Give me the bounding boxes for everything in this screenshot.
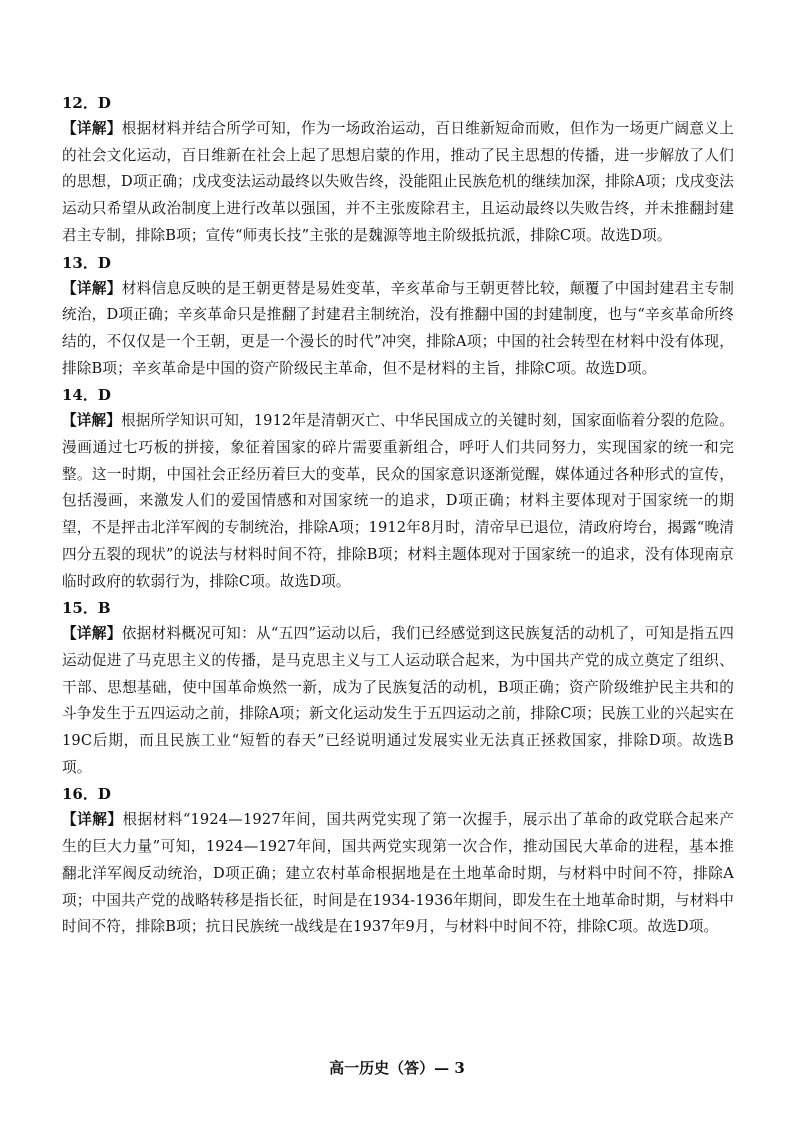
- question-explanation: [62, 807, 734, 941]
- question-number: 16．D: [62, 785, 111, 804]
- question-13: [62, 250, 734, 383]
- page-footer: 高一历史（答）— 3: [329, 1059, 465, 1077]
- question-explanation: [62, 276, 734, 383]
- explanation-tag: 【详解】: [62, 120, 122, 137]
- explanation-tag: 【详解】: [62, 811, 123, 829]
- question-16: [62, 781, 734, 941]
- question-explanation: [62, 621, 734, 781]
- explanation-text: 材料信息反映的是王朝更替是易姓变革，辛亥革命与王朝更替比较，颠覆了中国封建君主专制统治，D项正确；辛亥革命只是推翻了封建君主制统治，没有推翻中国的封建制度，也与“辛亥革命所终结的，不仅仅是一个王朝，更是一个漫长的时代”冲突，排除A项；中国的社会转型在材料中没有体现，排除B项；辛亥革命是中国的资产阶级民主革命，但不是材料的主旨，排除C项。故选D项。: [62, 279, 734, 377]
- explanation-text: 根据材料“1924—1927年间，国共两党实现了第一次握手，展示出了革命的政党联合起来产生的巨大力量”可知，1924—1927年间，国共两党实现第一次合作，推动国民大革命的进程，基本推翻北洋军阀反动统治，D项正确；建立农村革命根据地是在土地革命时期，与材料中时间不符，排除A项；中国共产党的战略转移是指长征，时间是在1934-1936年期间，即发生在土地革命时期，与材料中时间不符，排除B项；抗日民族统一战线是在1937年9月，与材料中时间不符，排除C项。故选D项。: [62, 811, 734, 936]
- explanation-tag: 【详解】: [62, 412, 121, 430]
- question-explanation: [62, 408, 734, 595]
- question-number: 12．D: [62, 94, 111, 112]
- question-number: 14．D: [62, 386, 111, 405]
- question-12: [62, 90, 734, 250]
- answer-page: [62, 90, 734, 941]
- explanation-text: 依据材料概况可知：从“五四”运动以后，我们已经感觉到这民族复活的动机了，可知是指五四运动促进了马克思主义的传播，是马克思主义与工人运动联合起来，为中国共产党的成立奠定了组织、干部、思想基础，使中国革命焕然一新，成为了民族复活的动机，B项正确；资产阶级维护民主共和的斗争发生于五四运动之前，排除A项；新文化运动发生于五四运动之前，排除C项；民族工业的兴起实在19C后期，而且民族工业“短暂的春天”已经说明通过发展实业无法真正拯救国家，排除D项。故选B项。: [62, 625, 734, 776]
- explanation-text: 根据所学知识可知，1912年是清朝灭亡、中华民国成立的关键时刻，国家面临着分裂的危险。漫画通过七巧板的拼接，象征着国家的碎片需要重新组合，呼吁人们共同努力，实现国家的统一和完整。这一时期，中国社会正经历着巨大的变革，民众的国家意识逐渐觉醒，媒体通过各种形式的宣传，包括漫画，来激发人们的爱国情感和对国家统一的追求，D项正确；材料主要体现对于国家统一的期望，不是抨击北洋军阀的专制统治，排除A项；1912年8月时，清帝早已退位，清政府垮台，揭露“晚清四分五裂的现状”的说法与材料时间不符，排除B项；材料主题体现对于国家统一的追求，没有体现南京临时政府的软弱行为，排除C项。故选D项。: [62, 412, 734, 590]
- question-explanation: [62, 116, 734, 250]
- explanation-tag: 【详解】: [62, 625, 122, 643]
- explanation-tag: 【详解】: [62, 279, 122, 297]
- question-number: 13．D: [62, 253, 111, 272]
- question-number: 15．B: [62, 599, 111, 618]
- question-14: [62, 382, 734, 595]
- question-15: [62, 595, 734, 781]
- explanation-text: 根据材料并结合所学可知，作为一场政治运动，百日维新短命而败，但作为一场更广阔意义上的社会文化运动，百日维新在社会上起了思想启蒙的作用，推动了民主思想的传播，进一步解放了人们的思想，D项正确；戊戌变法运动最终以失败告终，没能阻止民族危机的继续加深，排除A项；戊戌变法运动只希望从政治制度上进行改革以强国，并不主张废除君主，且运动最终以失败告终，并未推翻封建君主专制，排除B项；宣传“师夷长技”主张的是魏源等地主阶级抵抗派，排除C项。故选D项。: [62, 120, 734, 244]
